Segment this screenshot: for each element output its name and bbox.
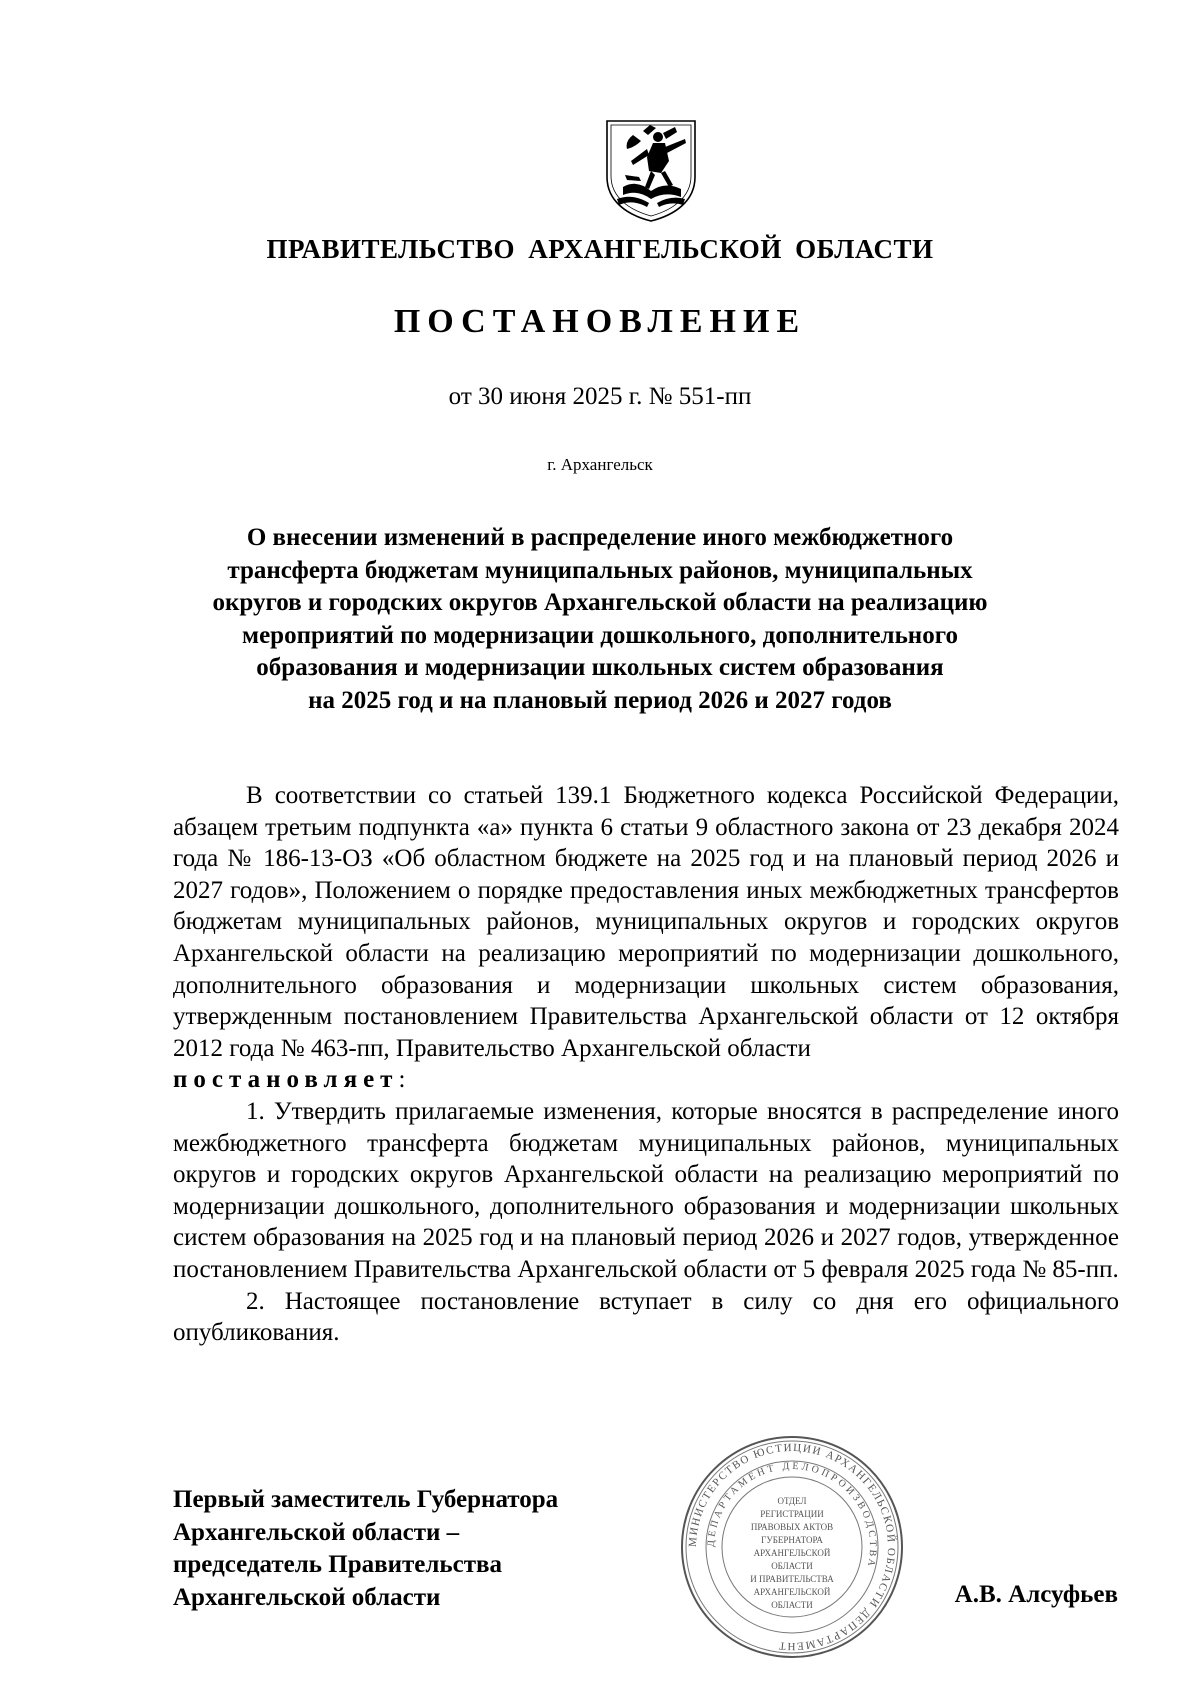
seal-center-line: ОТДЕЛ bbox=[777, 1496, 807, 1506]
title-line: трансферта бюджетам муниципальных районов, муниципальных bbox=[227, 556, 973, 584]
signer-position-line: Первый заместитель Губернатора bbox=[173, 1486, 559, 1513]
seal-center-line: АРХАНГЕЛЬСКОЙ bbox=[753, 1587, 831, 1597]
organization-title: ПРАВИТЕЛЬСТВО АРХАНГЕЛЬСКОЙ ОБЛАСТИ bbox=[266, 234, 934, 264]
decree-word: постановляет bbox=[173, 1066, 399, 1094]
seal-center-line: ОБЛАСТИ bbox=[771, 1561, 813, 1571]
seal-center-line: ОБЛАСТИ bbox=[771, 1600, 813, 1610]
title-line: округов и городских округов Архангельской области на реализацию bbox=[212, 589, 988, 617]
seal-inner-ring-text: ДЕПАРТАМЕНТ ДЕЛОПРОИЗВОДСТВА bbox=[705, 1460, 879, 1571]
seal-outer-ring-text: МИНИСТЕРСТВО ЮСТИЦИИ АРХАНГЕЛЬСКОЙ ОБЛАСТИ ДЕПАРТАМЕНТ bbox=[686, 1441, 898, 1653]
signer-position-line: Архангельской области bbox=[173, 1583, 441, 1611]
seal-center-line: ГУБЕРНАТОРА bbox=[761, 1535, 823, 1545]
document-type-heading: ПОСТАНОВЛЕНИЕ bbox=[393, 303, 807, 340]
document-date-number: от 30 июня 2025 г. № 551-пп bbox=[448, 383, 752, 410]
seal-center-line: АРХАНГЕЛЬСКОЙ bbox=[753, 1548, 831, 1558]
title-line: О внесении изменений в распределение иного межбюджетного bbox=[246, 524, 954, 551]
decree-colon: : bbox=[398, 1066, 406, 1094]
seal-center-line: И ПРАВИТЕЛЬСТВА bbox=[750, 1574, 834, 1584]
document-city: г. Архангельск bbox=[547, 455, 653, 474]
title-line: на 2025 год и на плановый период 2026 и 2027 годов bbox=[308, 686, 892, 714]
seal-center-line: РЕГИСТРАЦИИ bbox=[760, 1509, 824, 1519]
title-line: образования и модернизации школьных систем образования bbox=[256, 654, 944, 682]
signer-name: А.В. Алсуфьев bbox=[954, 1581, 1118, 1608]
seal-center-line: ПРАВОВЫХ АКТОВ bbox=[750, 1522, 834, 1532]
preamble-paragraph: В соответствии со статьей 139.1 Бюджетного кодекса Российской Федерации, абзацем третьим подпункта «а» пункта 6 статьи 9 областного закона от 23 декабря 2024 года № 186-13-ОЗ «Об областном бюджете на 2025 год и на плановый период 2026 и 2027 годов», Положением о порядке предоставления иных межбюджетных трансфертов бюджетам муниципальных районов, муниципальных округов и городских округов Архангельской области на реализацию мероприятий по модернизации дошкольного, дополнительного образования и модернизации школьных систем образования, утвержденным постановлением Правительства Архангельской области от 12 октября 2012 года № 463-пп, Правительство Архангельской области bbox=[173, 782, 1119, 1062]
document-title bbox=[150, 522, 1050, 718]
item-1-paragraph: 1. Утвердить прилагаемые изменения, которые вносятся в распределение иного межбюджетного трансферта бюджетам муниципальных районов, муниципальных округов и городских округов Архангельской области на реализацию мероприятий по модернизации дошкольного, дополнительного образования и модернизации школьных систем образования на 2025 год и на плановый период 2026 и 2027 годов, утвержденное постановлением Правительства Архангельской области от 5 февраля 2025 года № 85-пп. bbox=[173, 1097, 1119, 1283]
arkhangelsk-coat-of-arms-icon bbox=[603, 117, 699, 223]
signer-position bbox=[173, 1484, 653, 1614]
signer-position-line: Архангельской области – bbox=[173, 1518, 460, 1546]
signer-position-line: председатель Правительства bbox=[173, 1551, 503, 1578]
official-seal-icon bbox=[677, 1432, 907, 1662]
title-line: мероприятий по модернизации дошкольного, дополнительного bbox=[242, 621, 958, 649]
decree-line bbox=[173, 1064, 1119, 1096]
svg-text:МИНИСТЕРСТВО ЮСТИЦИИ АРХАНГЕЛЬ bbox=[687, 1442, 897, 1652]
item-2-paragraph: 2. Настоящее постановление вступает в силу со дня его официального опубликования. bbox=[173, 1287, 1119, 1347]
document-body bbox=[173, 780, 1119, 1349]
